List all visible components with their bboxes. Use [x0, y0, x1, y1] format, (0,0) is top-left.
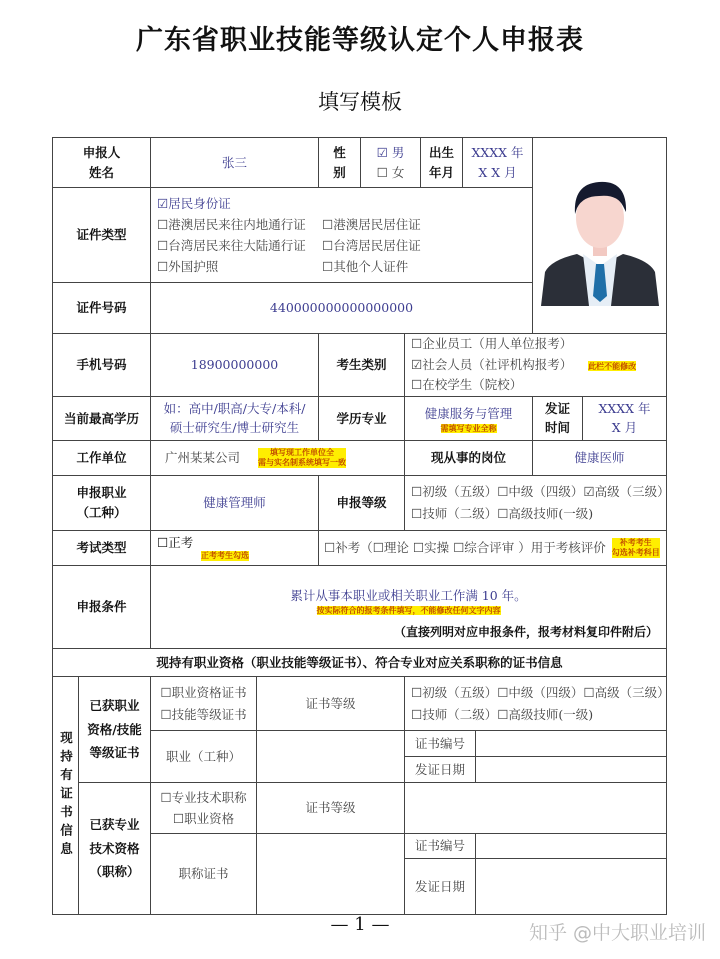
major-note: 需填写专业全称 — [440, 422, 497, 433]
id-type-taiwan-residence[interactable]: ☐台湾居民居住证 — [322, 238, 421, 253]
conditions-note: 按实际符合的报考条件填写，不能修改任何文字内容 — [316, 604, 501, 615]
pro-cert-title[interactable]: ☐专业技术职称 — [160, 789, 247, 805]
major-cell — [404, 396, 533, 441]
pro-cert-date-input[interactable] — [475, 858, 667, 915]
title-cert-input[interactable] — [256, 833, 405, 915]
id-type-hk-macao-permit[interactable]: ☐港澳居民来往内地通行证 — [157, 216, 306, 232]
id-type-hk-macao-residence[interactable]: ☐港澳居民居住证 — [322, 216, 421, 232]
candidate-note: 此栏不能修改 — [588, 360, 637, 371]
conditions-value: 累计从事本职业或相关职业工作满 10 年。 — [290, 587, 527, 603]
conditions-label: 申报条件 — [52, 565, 151, 649]
education-label: 当前最高学历 — [52, 396, 151, 441]
id-type-options — [150, 187, 533, 283]
pro-cert-level-input[interactable] — [404, 782, 667, 834]
id-no-value[interactable]: 440000000000000000 — [150, 282, 533, 334]
voc-cert-no-label: 证书编号 — [404, 730, 476, 757]
voc-cert-level-label: 证书等级 — [256, 676, 405, 731]
birth-label: 出生 年月 — [420, 137, 463, 188]
voc-cert-date-input[interactable] — [475, 756, 667, 783]
birth-value[interactable]: XXXX 年 X X 月 — [462, 137, 533, 188]
sex-male-checkbox[interactable]: ☑ 男 — [376, 144, 405, 160]
pro-cert-level-label: 证书等级 — [256, 782, 405, 834]
voc-occupation-input[interactable] — [256, 730, 405, 783]
cert-section-header: 现持有职业资格（职业技能等级证书）、符合专业对应关系职称的证书信息 — [52, 648, 667, 677]
voc-cert-level-line1[interactable]: ☐初级（五级）☐中级（四级）☐高级（三级） — [411, 684, 670, 700]
candidate-type-label: 考生类别 — [318, 333, 405, 397]
avatar-photo — [537, 166, 662, 306]
phone-value[interactable]: 18900000000 — [150, 333, 319, 397]
id-type-other[interactable]: ☐其他个人证件 — [322, 259, 409, 275]
cert-vertical-label: 现持有证书信息 — [52, 676, 79, 915]
employer-value[interactable]: 广州某某公司 — [165, 450, 241, 465]
voc-cert-level-options — [404, 676, 670, 731]
major-value[interactable]: 健康服务与管理 — [424, 405, 513, 421]
exam-regular-checkbox[interactable]: ☐正考 — [157, 535, 194, 551]
sex-options — [360, 137, 421, 188]
pro-cert-types — [150, 782, 257, 834]
employer-label: 工作单位 — [52, 440, 151, 476]
form-subtitle: 填写模板 — [318, 90, 402, 114]
employer-note: 填写现工作单位全 需与实名制系统填写一致 — [258, 447, 347, 467]
sex-female-checkbox[interactable]: ☐ 女 — [376, 164, 405, 180]
id-no-label: 证件号码 — [52, 282, 151, 334]
education-value[interactable]: 如：高中/职高/大专/本科/ 硕士研究生/博士研究生 — [150, 396, 319, 441]
conditions-footnote: （直接列明对应申报条件，报考材料复印件附后） — [393, 625, 658, 640]
candidate-social[interactable]: ☑社会人员（社评机构报考） — [411, 356, 573, 372]
voc-cert-skill[interactable]: ☐技能等级证书 — [160, 706, 247, 722]
watermark: 知乎 @中大职业培训 — [528, 922, 706, 944]
photo-cell[interactable] — [532, 137, 667, 334]
level-options-line2[interactable]: ☐技师（二级）☐高级技师(一级) — [411, 506, 594, 521]
candidate-employee[interactable]: ☐企业员工（用人单位报考） — [411, 336, 573, 352]
title-cert-label: 职称证书 — [150, 833, 257, 915]
voc-cert-no-input[interactable] — [475, 730, 667, 757]
issue-time-value[interactable]: XXXX 年 X 月 — [582, 396, 667, 441]
pro-cert-no-label: 证书编号 — [404, 833, 476, 859]
phone-label: 手机号码 — [52, 333, 151, 397]
voc-cert-qualification[interactable]: ☐职业资格证书 — [160, 685, 247, 701]
voc-occupation-label: 职业（工种） — [150, 730, 257, 783]
voc-cert-date-label: 发证日期 — [404, 756, 476, 783]
form-title: 广东省职业技能等级认定个人申报表 — [136, 25, 584, 56]
exam-regular-cell — [150, 530, 319, 566]
occupation-value[interactable]: 健康管理师 — [150, 475, 319, 531]
occupation-label: 申报职业 （工种） — [52, 475, 151, 531]
voc-cert-label: 已获职业 资格/技能 等级证书 — [78, 676, 151, 783]
position-label: 现从事的岗位 — [404, 440, 533, 476]
pro-cert-qualification[interactable]: ☐职业资格 — [172, 811, 235, 826]
position-value[interactable]: 健康医师 — [532, 440, 667, 476]
voc-cert-level-line2[interactable]: ☐技师（二级）☐高级技师(一级) — [411, 706, 594, 722]
level-label: 申报等级 — [318, 475, 405, 531]
pro-cert-date-label: 发证日期 — [404, 858, 476, 915]
major-label: 学历专业 — [318, 396, 405, 441]
issue-time-label: 发证 时间 — [532, 396, 583, 441]
id-type-label: 证件类型 — [52, 187, 151, 283]
employer-cell — [150, 440, 405, 476]
level-options[interactable] — [404, 475, 670, 531]
level-options-line1[interactable]: ☐初级（五级）☐中级（四级）☑高级（三级） — [411, 484, 670, 500]
pro-cert-label: 已获专业 技术资格 （职称） — [78, 782, 151, 915]
name-label: 申报人 姓名 — [52, 137, 151, 188]
voc-cert-types — [150, 676, 257, 731]
exam-type-label: 考试类型 — [52, 530, 151, 566]
candidate-student[interactable]: ☐在校学生（院校） — [411, 377, 523, 393]
page-number: — 1 — — [330, 914, 390, 935]
name-value[interactable]: 张三 — [150, 137, 319, 188]
pro-cert-no-input[interactable] — [475, 833, 667, 859]
id-type-passport[interactable]: ☐外国护照 — [157, 259, 219, 275]
exam-makeup-cell — [318, 530, 667, 566]
id-type-taiwan-permit[interactable]: ☐台湾居民来往大陆通行证 — [157, 238, 306, 253]
exam-makeup-note: 补考考生 勾选补考科目 — [611, 537, 660, 557]
conditions-cell[interactable] — [150, 565, 667, 649]
sex-label: 性 别 — [318, 137, 361, 188]
id-type-resident-id[interactable]: ☑居民身份证 — [157, 195, 231, 211]
exam-makeup-checkbox[interactable]: ☐补考（☐理论 ☐实操 ☐综合评审 ）用于考核评价 — [324, 540, 606, 555]
exam-regular-note: 正考考生勾选 — [201, 550, 249, 561]
candidate-type-options — [404, 333, 667, 397]
